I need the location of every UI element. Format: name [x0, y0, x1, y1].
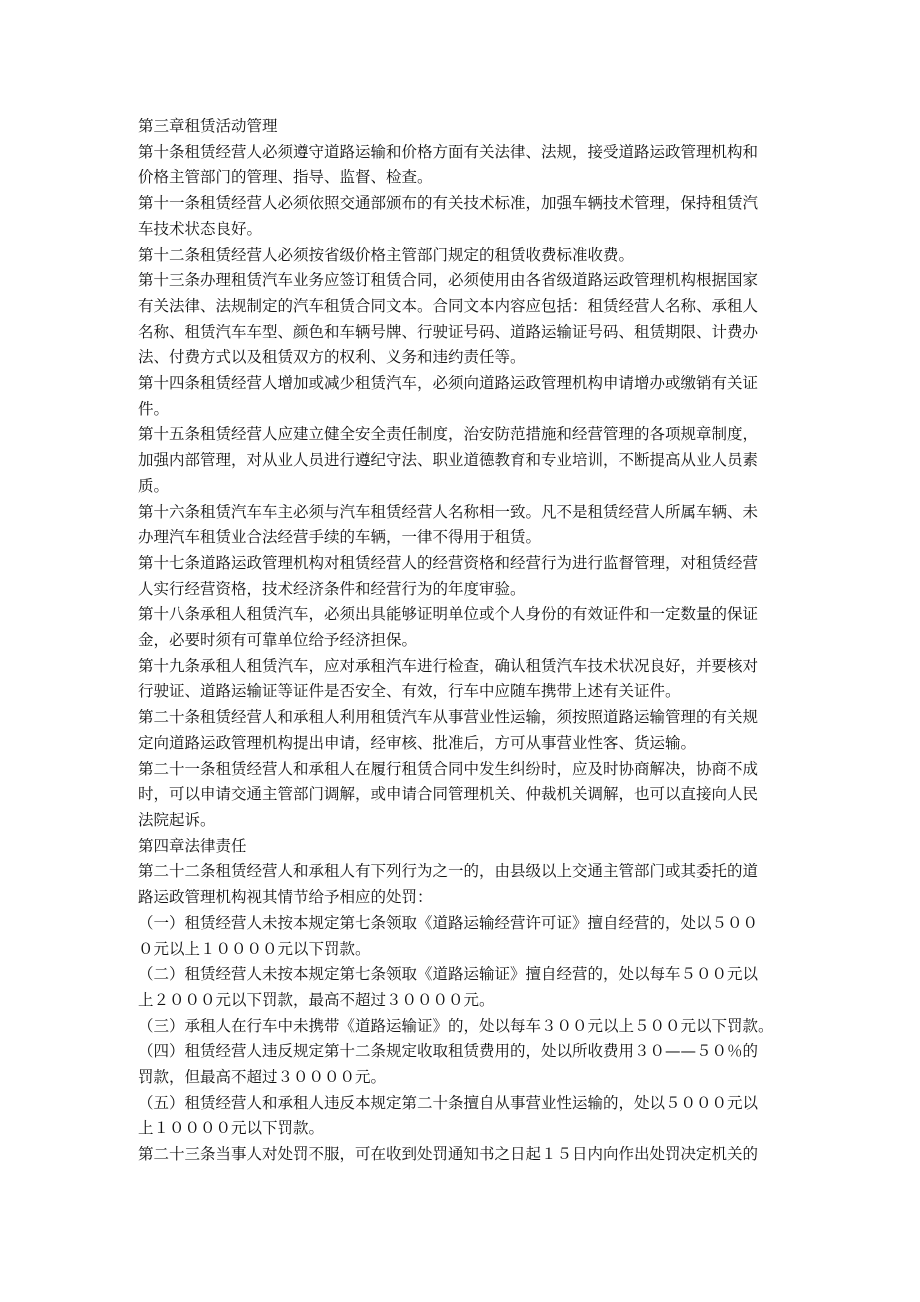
text-line: 第十八条承租人租赁汽车，必须出具能够证明单位或个人身份的有效证件和一定数量的保证 — [138, 605, 759, 624]
text-line: 法、付费方式以及租赁双方的权利、义务和违约责任等。 — [138, 348, 526, 367]
text-line: 件。 — [138, 399, 170, 418]
text-line: 第十二条租赁经营人必须按省级价格主管部门规定的租赁收费标准收费。 — [138, 245, 635, 264]
text-line: 第二十二条租赁经营人和承租人有下列行为之一的，由县级以上交通主管部门或其委托的道 — [138, 862, 759, 881]
text-line: 第十九条承租人租赁汽车，应对承租汽车进行检查，确认租赁汽车技术状况良好，并要核对 — [138, 656, 759, 675]
text-line: 人实行经营资格，技术经济条件和经营行为的年度审验。 — [138, 579, 526, 598]
text-line: 第十五条租赁经营人应建立健全安全责任制度，治安防范措施和经营管理的各项规章制度， — [138, 425, 759, 444]
text-line: 行驶证、道路运输证等证件是否安全、有效，行车中应随车携带上述有关证件。 — [138, 682, 681, 701]
text-line: 名称、租赁汽车车型、颜色和车辆号牌、行驶证号码、道路运输证号码、租赁期限、计费办 — [138, 322, 759, 341]
text-line: 加强内部管理，对从业人员进行遵纪守法、职业道德教育和专业培训，不断提高从业人员素 — [138, 451, 759, 470]
text-line: （一）租赁经营人未按本规定第七条领取《道路运输经营许可证》擅自经营的，处以５００ — [138, 913, 759, 932]
text-line: （四）租赁经营人违反规定第十二条规定收取租赁费用的，处以所收费用３０——５０％的 — [138, 1042, 759, 1061]
text-line: 价格主管部门的管理、指导、监督、检查。 — [138, 168, 433, 187]
text-line: 路运政管理机构视其情节给予相应的处罚： — [138, 888, 433, 907]
text-line: 金，必要时须有可靠单位给予经济担保。 — [138, 631, 418, 650]
text-line: 第十四条租赁经营人增加或减少租赁汽车，必须向道路运政管理机构申请增办或缴销有关证 — [138, 374, 759, 393]
text-line: （二）租赁经营人未按本规定第七条领取《道路运输证》擅自经营的，处以每车５００元以 — [138, 965, 759, 984]
text-line: 第十条租赁经营人必须遵守道路运输和价格方面有关法律、法规，接受道路运政管理机构和 — [138, 142, 759, 161]
text-line: ０元以上１００００元以下罚款。 — [138, 939, 371, 958]
text-line: 车技术状态良好。 — [138, 219, 263, 238]
text-line: 有关法律、法规制定的汽车租赁合同文本。合同文本内容应包括：租赁经营人名称、承租人 — [138, 296, 759, 315]
text-line: 办理汽车租赁业合法经营手续的车辆，一律不得用于租赁。 — [138, 528, 542, 547]
text-line: 上２０００元以下罚款，最高不超过３００００元。 — [138, 990, 495, 1009]
text-line: 第十七条道路运政管理机构对租赁经营人的经营资格和经营行为进行监督管理，对租赁经营 — [138, 553, 759, 572]
text-line: 第二十条租赁经营人和承租人利用租赁汽车从事营业性运输，须按照道路运输管理的有关规 — [138, 708, 759, 727]
text-line: 第十一条租赁经营人必须依照交通部颁布的有关技术标准，加强车辆技术管理，保持租赁汽 — [138, 194, 759, 213]
text-line: 第四章法律责任 — [138, 836, 247, 855]
text-line: 时，可以申请交通主管部门调解，或申请合同管理机关、仲裁机关调解，也可以直接向人民 — [138, 785, 759, 804]
text-line: 第二十三条当事人对处罚不服，可在收到处罚通知书之日起１５日内向作出处罚决定机关的 — [138, 1145, 759, 1164]
text-line: 第十三条办理租赁汽车业务应签订租赁合同，必须使用由各省级道路运政管理机构根据国家 — [138, 271, 759, 290]
text-line: 上１００００元以下罚款。 — [138, 1119, 325, 1138]
text-line: 定向道路运政管理机构提出申请，经审核、批准后，方可从事营业性客、货运输。 — [138, 733, 697, 752]
text-line: （三）承租人在行车中未携带《道路运输证》的，处以每车３００元以上５００元以下罚款。 — [138, 1016, 774, 1035]
text-line: 第二十一条租赁经营人和承租人在履行租赁合同中发生纠纷时，应及时协商解决，协商不成 — [138, 759, 759, 778]
text-line: （五）租赁经营人和承租人违反本规定第二十条擅自从事营业性运输的，处以５０００元以 — [138, 1093, 759, 1112]
text-line: 罚款，但最高不超过３００００元。 — [138, 1068, 387, 1087]
document-page — [138, 114, 788, 1168]
text-line: 第三章租赁活动管理 — [138, 117, 278, 135]
text-line: 质。 — [138, 476, 170, 495]
text-line: 法院起诉。 — [138, 810, 216, 829]
text-line: 第十六条租赁汽车车主必须与汽车租赁经营人名称相一致。凡不是租赁经营人所属车辆、未 — [138, 502, 759, 521]
